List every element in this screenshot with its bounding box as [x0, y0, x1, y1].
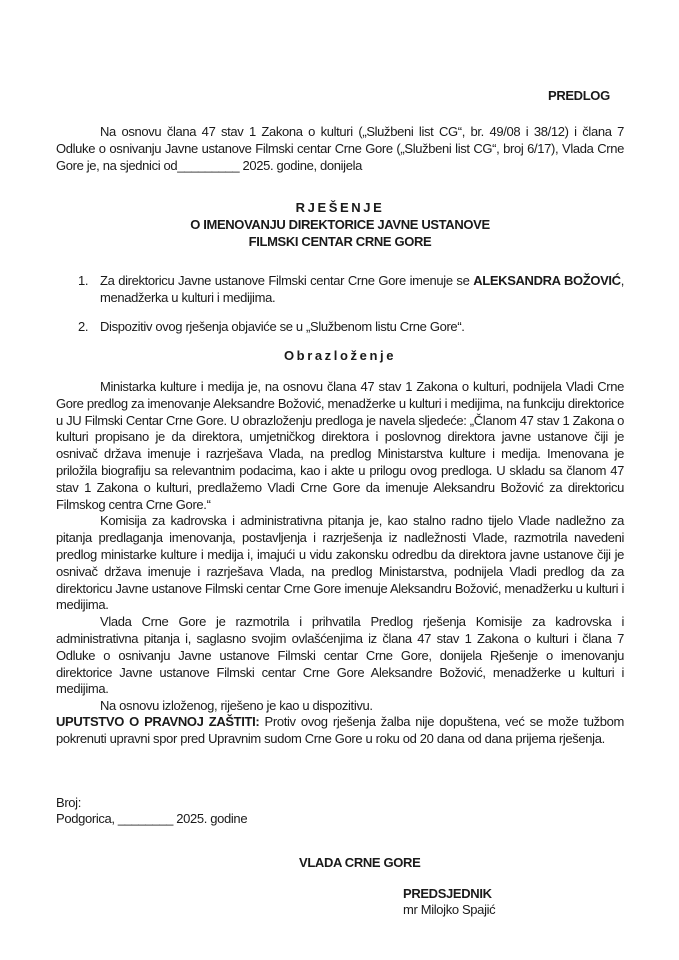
reasoning-paragraph: Na osnovu izloženog, riješeno je kao u dispozitivu.: [100, 698, 373, 714]
reasoning-paragraph: Ministarka kulture i medija je, na osnovu člana 47 stav 1 Zakona o kulturi, podnijela Vladi Crne Gore predlog za imenovanje Aleksandre Božović, menadžerke u kulturi i medijima, na funkciju direktorice u JU Filmski Centar Crne Gore. U obrazloženju predloga je navela sljedeće: „Članom 47 stav 1 Zakona o kulturi propisano je da direktora, umjetničkog direktora i poslovnog direktora javne ustanove čiji je osnivač država imenuje i razrješava Vlada, na predlog Ministarstva kulture i medija. Imenovana je priložila biografiju sa relevantnim podacima, kao i akte u prilogu ovog predloga. U skladu sa članom 47 stav 1 Zakona o kulturi, predlažemo Vladi Crne Gore da imenuje Aleksandru Božović za direktoricu Filmskog centra Crne Gore.“: [56, 379, 624, 512]
decision-title-line2: O IMENOVANJU DIREKTORICE JAVNE USTANOVE: [190, 216, 490, 232]
reasoning-body: [56, 379, 624, 715]
decision-item-text: Za direktoricu Javne ustanove Filmski centar Crne Gore imenuje se ALEKSANDRA BOŽOVIĆ, menadžerka u kulturi i medijima.: [100, 273, 624, 305]
government-name: VLADA CRNE GORE: [299, 855, 421, 870]
decision-title-line1: RJEŠENJE: [295, 200, 385, 215]
decision-item-number: 1.: [78, 273, 89, 288]
decision-item-2: [78, 319, 624, 336]
place-date: Podgorica, ________ 2025. godine: [56, 811, 248, 826]
decision-title: [56, 200, 624, 250]
appointee-name: ALEKSANDRA BOŽOVIĆ: [473, 273, 621, 288]
preamble-paragraph: Na osnovu člana 47 stav 1 Zakona o kulturi („Službeni list CG“, br. 49/08 i 38/12) i člana 7 Odluke o osnivanju Javne ustanove Filmski centar Crne Gore („Službeni list CG“, broj 6/17), Vlada Crne Gore je, na sjednici od_________ 2025. godine, donijela: [56, 124, 624, 173]
decision-item-text: Dispozitiv ovog rješenja objaviće se u „Službenom listu Crne Gore“.: [100, 319, 465, 334]
proposal-label: PREDLOG: [548, 88, 610, 103]
decision-item-1: [78, 273, 624, 307]
legal-notice: UPUTSTVO O PRAVNOJ ZAŠTITI: Protiv ovog rješenja žalba nije dopuštena, već se može tužbom pokrenuti upravni spor pred Upravnim sudom Crne Gore u roku od 20 dana od dana prijema rješenja.: [56, 714, 624, 746]
reasoning-heading: Obrazloženje: [283, 348, 397, 363]
signatory-title: PREDSJEDNIK: [403, 886, 492, 901]
reasoning-paragraph: Komisija za kadrovska i administrativna pitanja je, kao stalno radno tijelo Vlade nadležno za pitanja predlaganja imenovanja, postavljenja i razrješenja iz nadležnosti Vlade, razmotrila navedeni predlog ministarke kulture i medija i, imajući u vidu zakonsku odredbu da direktora javne ustanove čiji je osnivač država imenuje i razrješava Vlada, na predlog Ministarstva, podnijela Vladi predlog da za direktoricu Javne ustanove Filmski centar Crne Gore imenuje Aleksandru Božović, menadžerku u kulturi i medijima.: [56, 513, 624, 613]
document-number: Broj:: [56, 795, 81, 810]
decision-title-line3: FILMSKI CENTAR CRNE GORE: [248, 233, 432, 249]
reasoning-paragraph: Vlada Crne Gore je razmotrila i prihvatila Predlog rješenja Komisije za kadrovska i administrativna pitanja i, saglasno svojim ovlašćenjima iz člana 47 stav 1 Zakona o kulturi i člana 7 Odluke o osnivanju Javne ustanove Filmski centar Crne Gore, donijela Rješenje o imenovanju direktorice Javne ustanove Filmski centar Crne Gore Aleksandre Božović, menadžerke u kulturi i medijima.: [56, 614, 624, 697]
signatory-name: mr Milojko Spajić: [403, 902, 496, 917]
decision-item-number: 2.: [78, 319, 89, 334]
legal-notice-label: UPUTSTVO O PRAVNOJ ZAŠTITI:: [56, 714, 260, 729]
